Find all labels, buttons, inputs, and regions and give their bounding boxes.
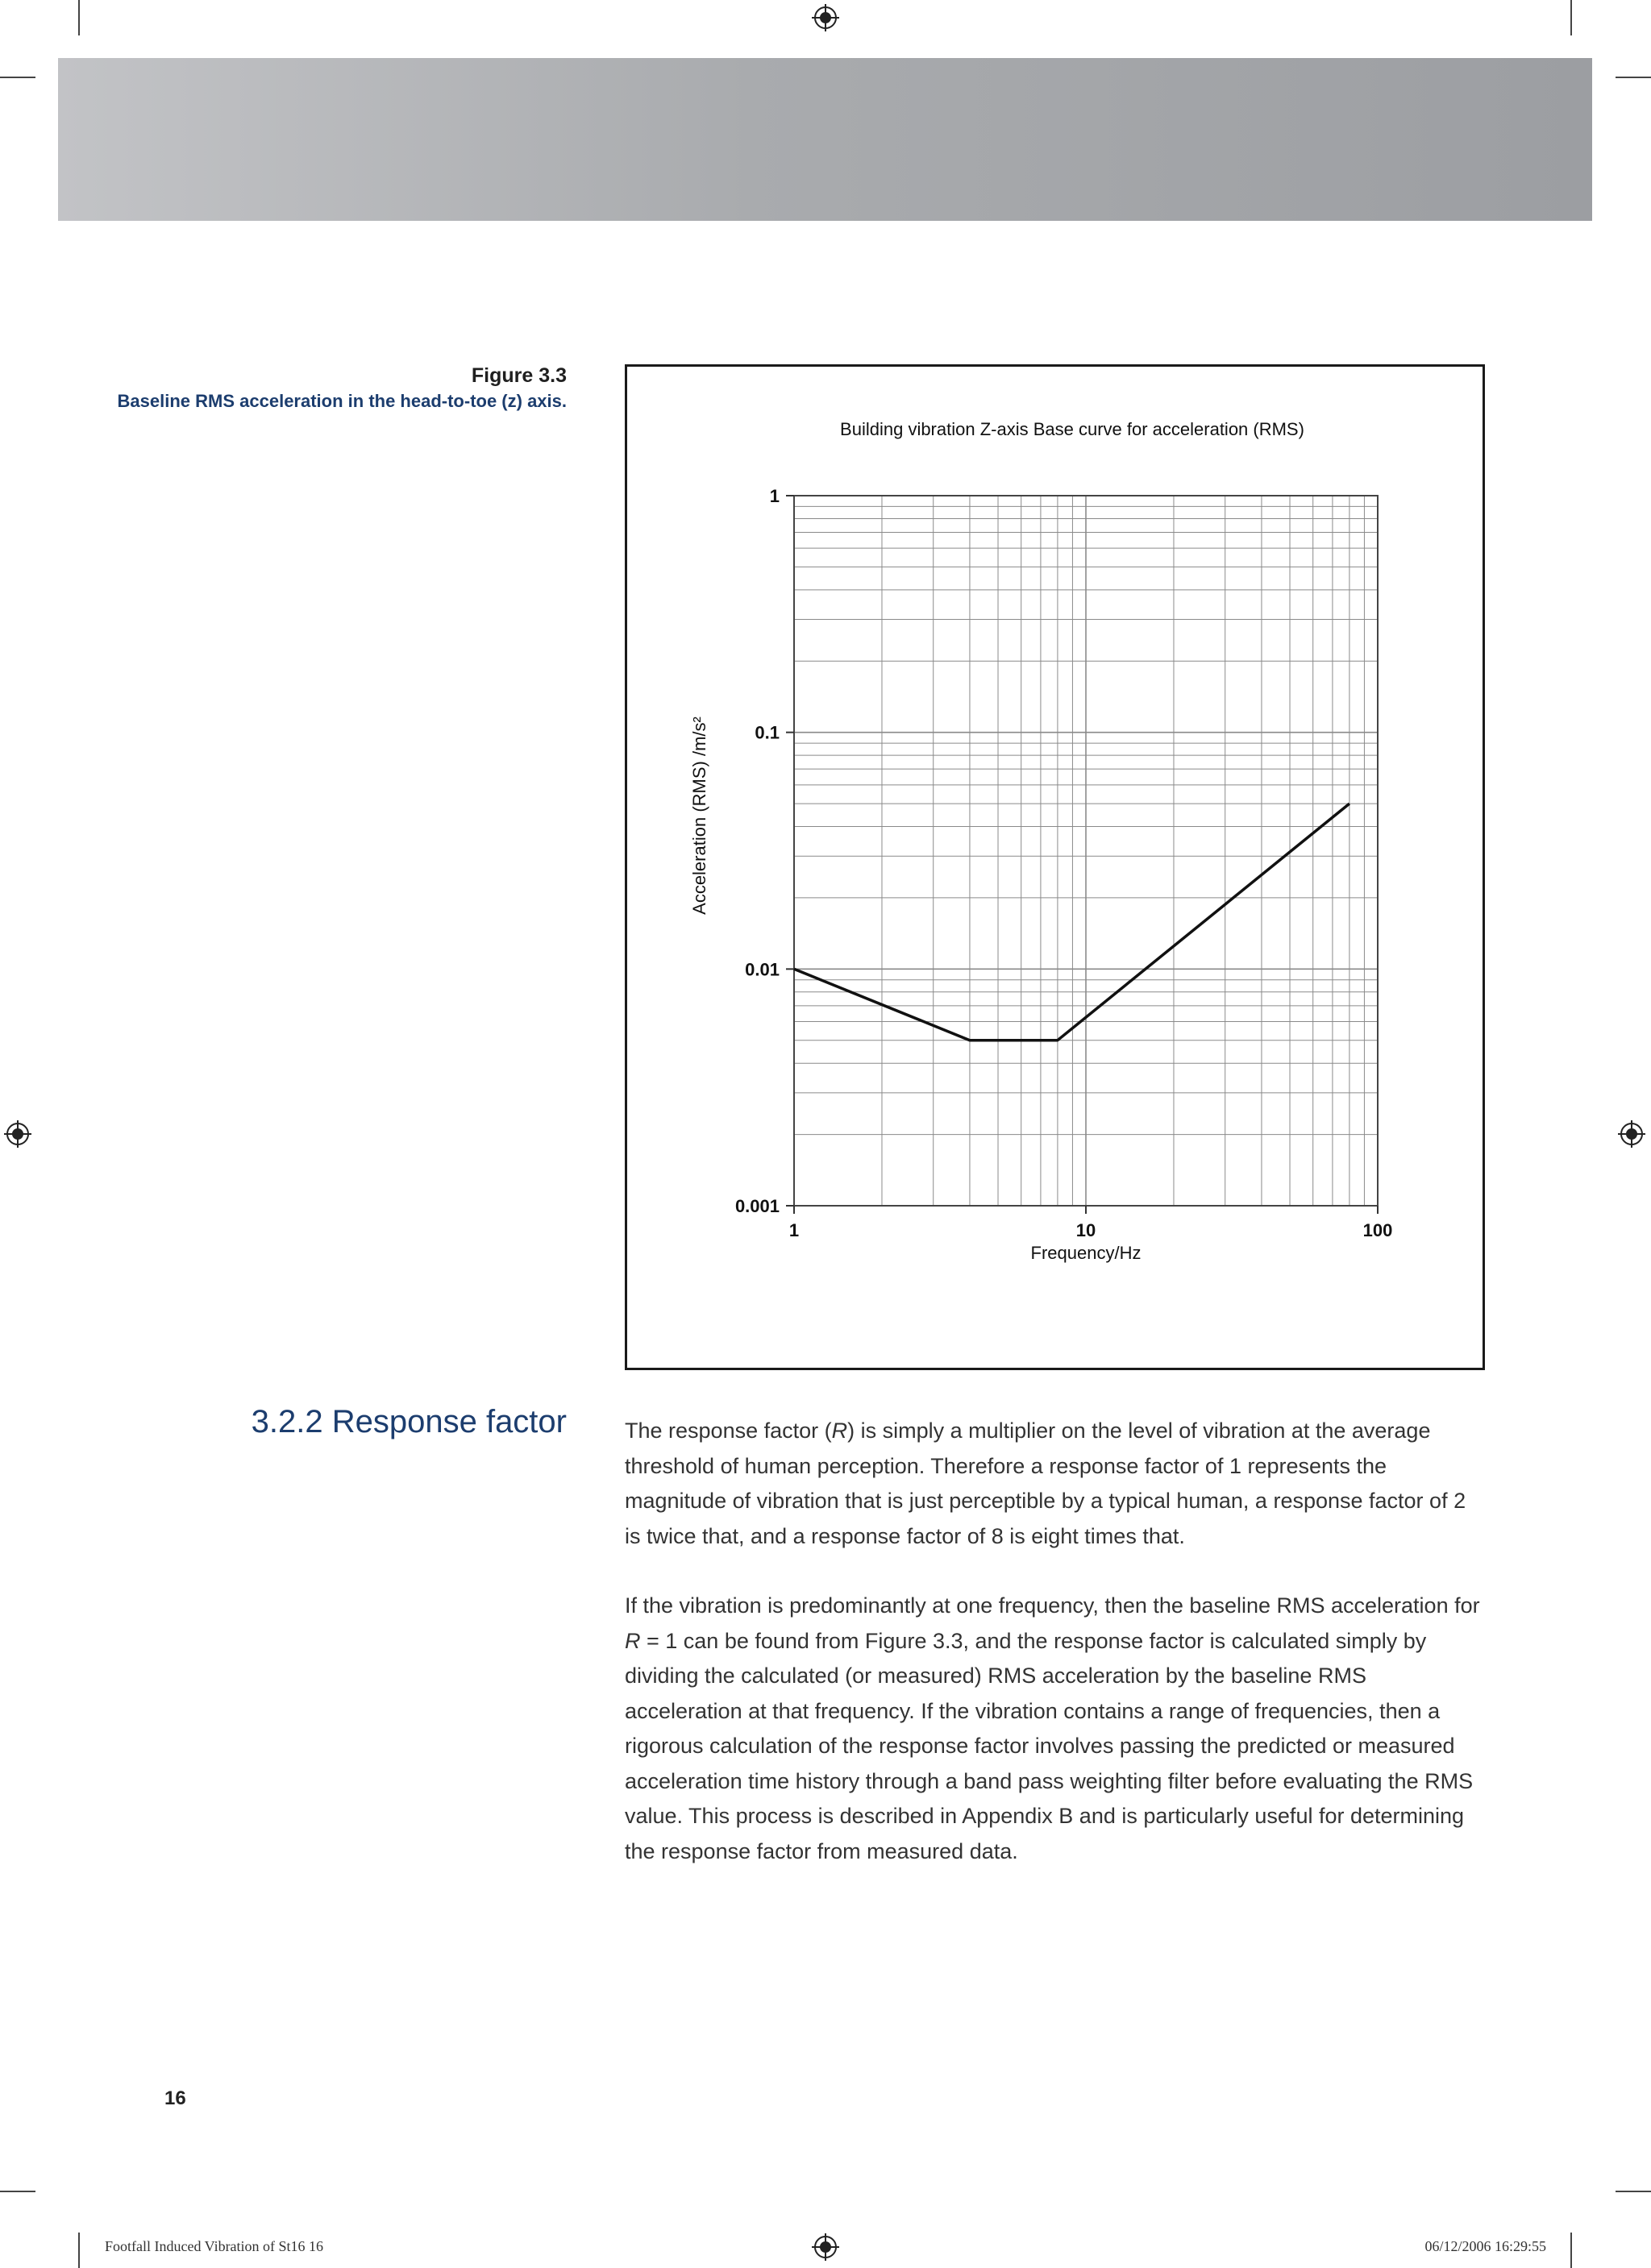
footer-slug-right: 06/12/2006 16:29:55 <box>1424 2238 1546 2254</box>
italic-symbol: R <box>831 1419 848 1443</box>
y-tick-label: 0.001 <box>734 1196 780 1216</box>
registration-mark-icon <box>4 1120 31 1148</box>
crop-mark <box>1616 77 1651 78</box>
acceleration-chart <box>625 364 1485 1370</box>
y-tick-label: 0.1 <box>755 722 780 743</box>
crop-mark <box>0 2191 35 2192</box>
y-axis-label: Acceleration (RMS) /m/s² <box>689 717 709 915</box>
x-tick-label: 100 <box>1362 1220 1393 1240</box>
crop-mark <box>0 77 35 78</box>
text-run: The response factor ( <box>625 1419 832 1443</box>
chart-title: Building vibration Z-axis Base curve for acceleration (RMS) <box>840 419 1304 439</box>
figure-number: Figure 3.3 <box>471 364 567 387</box>
page-number: 16 <box>164 2087 186 2109</box>
crop-mark <box>1570 2233 1572 2268</box>
body-paragraph <box>625 1589 1487 1869</box>
y-tick-label: 1 <box>769 486 780 506</box>
registration-mark-icon <box>1618 1120 1645 1148</box>
x-tick-label: 1 <box>788 1220 800 1240</box>
x-axis-label: Frequency/Hz <box>1030 1243 1142 1263</box>
registration-mark-icon <box>812 4 839 31</box>
registration-mark-icon <box>812 2233 839 2261</box>
figure-caption: Baseline RMS acceleration in the head-to-toe (z) axis. <box>117 391 567 411</box>
crop-mark <box>1570 0 1572 35</box>
crop-mark <box>1616 2191 1651 2192</box>
text-run: If the vibration is predominantly at one frequency, then the baseline RMS acceleration for <box>625 1593 1480 1618</box>
italic-symbol: R <box>625 1628 641 1653</box>
chart-ticks <box>735 486 1392 1240</box>
section-heading: 3.2.2 Response factor <box>251 1404 567 1439</box>
text-run: = 1 can be found from Figure 3.3, and the response factor is calculated simply by dividing the calculated (or measured) RMS acceleration by the baseline RMS acceleration at that frequency. If the vibration contains a range of frequencies, then a rigorous calculation of the response factor involves passing the predicted or measured acceleration time history through a band pass weighting filter before evaluating the RMS value. This process is described in Appendix B and is particularly useful for determining the response factor from measured data. <box>625 1628 1474 1863</box>
text-run: ) is simply a multiplier on the level of vibration at the average threshold of human perception. Therefore a response factor of 1 represents the magnitude of vibration that is just perceptible by a typical human, a response factor of 2 is twice that, and a response factor of 8 is eight times that. <box>625 1419 1466 1548</box>
body-paragraph <box>625 1414 1487 1554</box>
header-band <box>58 58 1592 221</box>
footer-slug-left: Footfall Induced Vibration of St16 16 <box>105 2238 324 2254</box>
y-tick-label: 0.01 <box>745 959 780 980</box>
crop-mark <box>78 0 80 35</box>
crop-mark <box>78 2233 80 2268</box>
x-tick-label: 10 <box>1075 1220 1096 1240</box>
base-curve-line <box>794 804 1349 1041</box>
